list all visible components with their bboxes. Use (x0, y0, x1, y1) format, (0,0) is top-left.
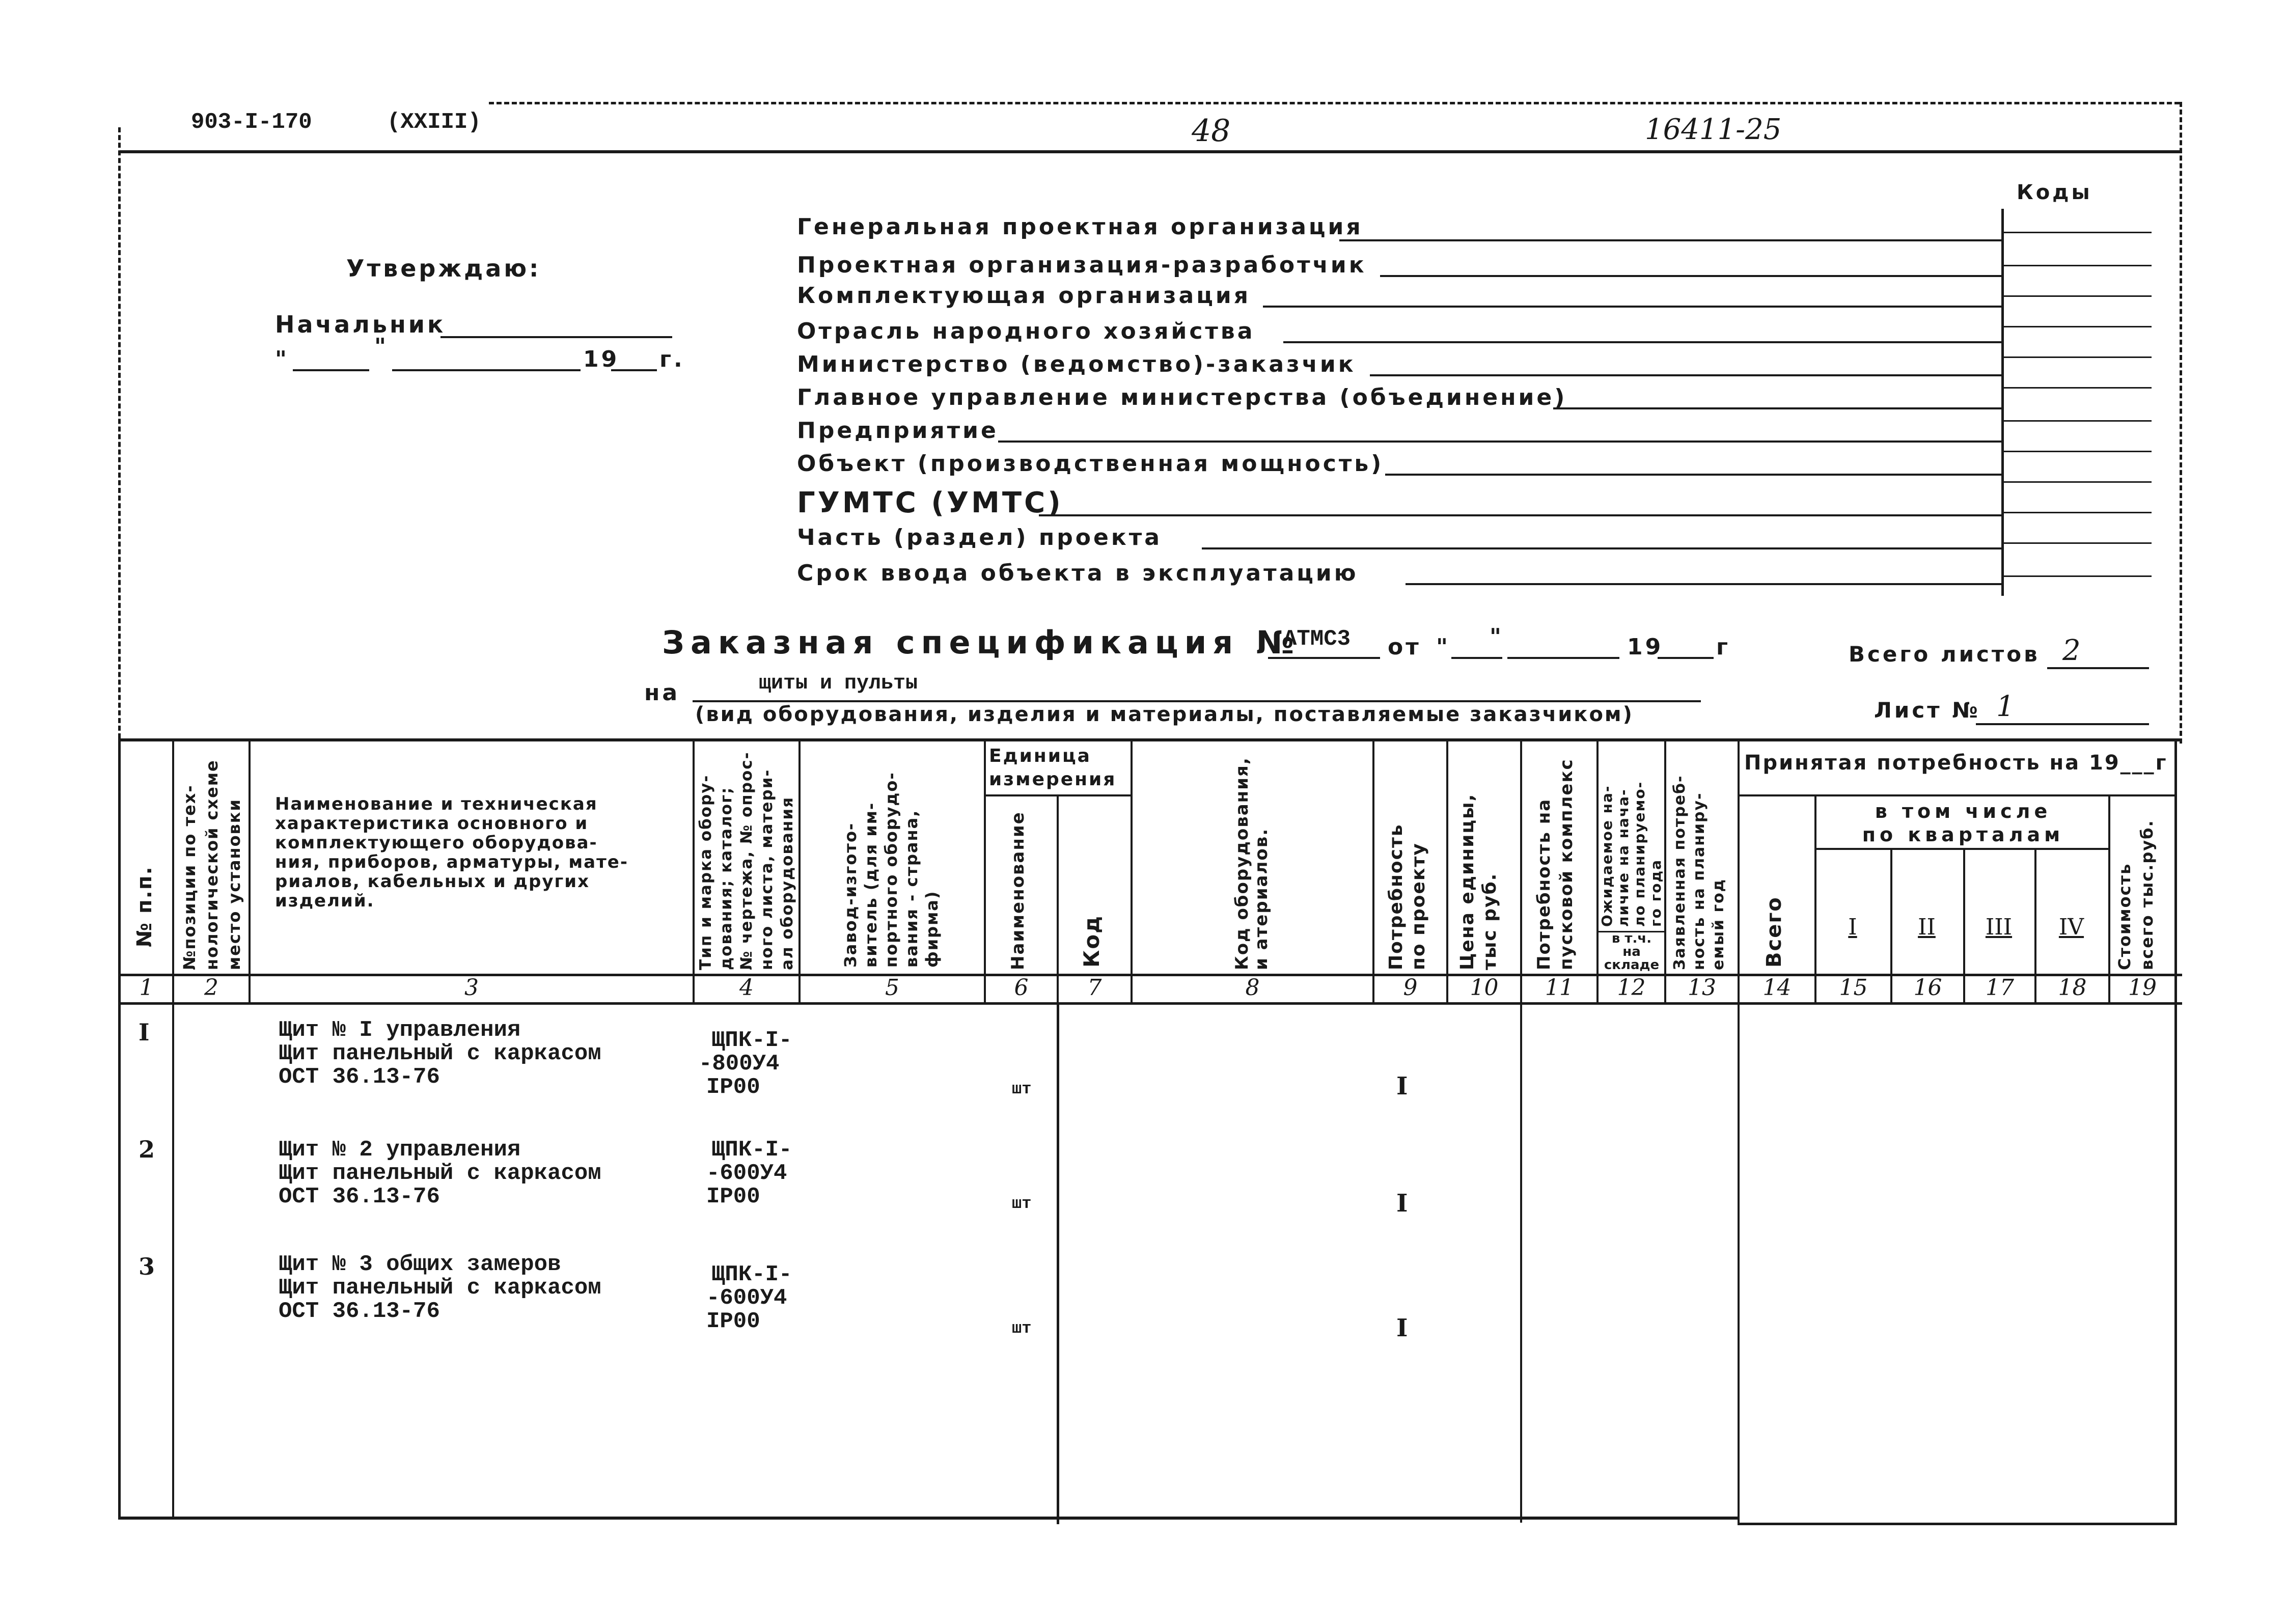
org-field-general: Генеральная проектная организация (797, 214, 1363, 240)
spec-month-line (1507, 657, 1619, 659)
column-number: 13 (1688, 975, 1716, 1001)
table-top-border (118, 738, 2182, 741)
column-divider (1372, 738, 1374, 1005)
spec-day-line (1451, 657, 1502, 659)
spec-subject: щиты и пульты (759, 672, 918, 695)
org-field-enterprise: Предприятие (797, 418, 999, 444)
item-type-line: ЩПК-I- (711, 1028, 792, 1053)
header-in-stock: в т.ч. на складе (1604, 931, 1660, 973)
unit-group-divider (984, 794, 1133, 796)
item-type-line: IР00 (706, 1075, 760, 1100)
org-field-gumts: ГУМТС (УМТС) (797, 486, 1063, 519)
item-name-line: Щит панельный с каркасом (279, 1041, 601, 1066)
sheet-value: 1 (1996, 690, 2015, 723)
item-type-line: IР00 (706, 1309, 760, 1334)
org-field-industry: Отрасль народного хозяйства (797, 318, 1255, 344)
header-launch-need: Потребность на пусковой комплекс (1534, 758, 1577, 970)
column-number: 2 (204, 975, 218, 1001)
column-divider (2108, 794, 2110, 1005)
row-number: 2 (139, 1136, 155, 1163)
column-divider (1446, 738, 1448, 1005)
codes-row-line (2004, 542, 2152, 544)
table-bottom-border-right (1738, 1523, 2175, 1525)
column-number: 7 (1087, 975, 1102, 1001)
row-number: 3 (139, 1253, 155, 1280)
spec-from-label: от (1388, 634, 1421, 660)
org-field-supplier: Комплектующая организация (797, 283, 1251, 309)
column-divider (693, 738, 695, 1005)
item-name-line: Щит № 3 общих замеров (279, 1252, 561, 1277)
approval-title: Утверждаю: (346, 255, 541, 282)
org-field-line (1339, 239, 2001, 241)
spec-subject-note: (вид оборудования, изделия и материалы, поставляемые заказчиком) (695, 703, 1634, 726)
org-field-line (1283, 341, 2001, 343)
header-rule (120, 150, 2182, 153)
org-field-line (1039, 514, 2001, 516)
item-name-line: ОСТ 36.13-76 (279, 1184, 440, 1209)
spec-number-line (1268, 657, 1380, 659)
codes-row-line (2004, 481, 2152, 483)
item-quantity: I (1396, 1314, 1408, 1342)
approval-position-line (440, 336, 672, 338)
spec-quote-open: " (1436, 634, 1450, 660)
quarter-group-divider (1814, 848, 2110, 850)
header-quarter-group: в том числе по кварталам (1862, 800, 2064, 846)
item-unit: шт (1012, 1319, 1032, 1338)
item-name-line: Щит панельный с каркасом (279, 1161, 601, 1186)
org-field-ministry: Министерство (ведомство)-заказчик (797, 351, 1356, 377)
column-divider (798, 738, 801, 1005)
column-number: 12 (1617, 975, 1646, 1001)
item-type-line: IР00 (706, 1184, 760, 1209)
org-field-line (1385, 474, 2001, 476)
org-field-developer: Проектная организация-разработчик (797, 252, 1367, 278)
header-name: Наименование и техническая характеристика основного и комплектующего оборудова- ния, приборов, арматуры, мате- риалов, кабельных и других изделий. (275, 794, 628, 911)
codes-column-border (2001, 209, 2004, 596)
approval-quote-close: " (374, 334, 389, 360)
column-number: 8 (1245, 975, 1260, 1001)
header-accepted-group: Принятая потребность на 19___г (1744, 751, 2168, 775)
org-field-line (1202, 547, 2001, 549)
approval-year-line (611, 369, 657, 371)
codes-row-line (2004, 420, 2152, 422)
item-type-line: -800У4 (699, 1051, 780, 1077)
header-unit-name: Наименование (1008, 811, 1028, 970)
approval-month-line (392, 369, 581, 371)
column-divider (1738, 738, 1740, 1525)
approval-position: Начальник (275, 311, 446, 338)
item-unit: шт (1012, 1080, 1032, 1098)
codes-row-line (2004, 326, 2152, 327)
item-type-line: ЩПК-I- (711, 1137, 792, 1163)
header-q3: III (1985, 914, 2013, 940)
codes-row-line (2004, 575, 2152, 577)
item-type-line: -600У4 (706, 1285, 787, 1311)
approval-day-line (293, 369, 369, 371)
item-name-line: Щит № I управления (279, 1017, 521, 1043)
codes-row-line (2004, 387, 2152, 389)
column-number-row-bottom (118, 1002, 2182, 1005)
column-number: 18 (2058, 975, 2087, 1001)
table-row (121, 1013, 2173, 1131)
header-material-code: Код оборудования, и атериалов. (1232, 757, 1272, 970)
item-name-line: ОСТ 36.13-76 (279, 1064, 440, 1090)
item-type-line: ЩПК-I- (711, 1262, 792, 1287)
accepted-group-divider (1738, 794, 2175, 796)
org-field-commissioning: Срок ввода объекта в эксплуатацию (797, 560, 1359, 586)
item-quantity: I (1396, 1072, 1408, 1100)
column-number: 1 (139, 975, 154, 1001)
column-divider (172, 738, 174, 1005)
header-row-number: № п.п. (133, 866, 156, 947)
org-field-object: Объект (производственная мощность) (797, 451, 1384, 477)
codes-row-line (2004, 512, 2152, 513)
header-q1: I (1848, 914, 1857, 940)
codes-row-line (2004, 451, 2152, 452)
column-divider (249, 738, 251, 1005)
column-number: 19 (2128, 975, 2157, 1001)
header-unit-code: Код (1079, 915, 1104, 968)
item-name-line: Щит панельный с каркасом (279, 1275, 601, 1301)
total-sheets-line (2047, 667, 2149, 669)
table-bottom-border (118, 1517, 1738, 1520)
org-field-line (1380, 275, 2001, 277)
header-position: №позиции по тех- нологической схеме место установки (180, 759, 244, 970)
spec-subject-line (693, 700, 1701, 702)
column-divider (1131, 738, 1133, 1005)
item-name-line: Щит № 2 управления (279, 1137, 521, 1163)
column-number: 3 (464, 975, 479, 1001)
row-number: I (139, 1019, 150, 1046)
column-number: 16 (1913, 975, 1942, 1001)
column-divider (1664, 738, 1666, 1005)
spec-year-suffix: г (1716, 634, 1730, 660)
doc-code: 903-I-170 (191, 109, 312, 135)
spec-quote-close: " (1490, 624, 1504, 650)
header-unit-group: Единица измерения (989, 746, 1117, 790)
header-total: Всего (1762, 896, 1786, 968)
codes-row-line (2004, 265, 2152, 266)
approval-year-suffix: г. (659, 346, 685, 372)
right-dashed-border (2180, 102, 2182, 744)
table-row (121, 1253, 2173, 1370)
org-field-project-part: Часть (раздел) проекта (797, 525, 1162, 550)
column-number: 6 (1014, 975, 1029, 1001)
spec-year: 19 (1627, 634, 1664, 660)
approval-year: 19 (583, 346, 620, 372)
column-number: 15 (1839, 975, 1868, 1001)
total-sheets-label: Всего листов (1849, 642, 2040, 667)
header-q2: II (1918, 914, 1936, 940)
item-unit: шт (1012, 1194, 1032, 1213)
header-q4: IV (2058, 914, 2084, 940)
top-dashed-border (489, 102, 2180, 104)
org-field-line (1370, 374, 2001, 376)
item-quantity: I (1396, 1189, 1408, 1218)
header-expected-stock: Ожидаемое на- личие на нача- ло планируемо- го года (1599, 781, 1664, 927)
column-number: 4 (739, 975, 754, 1001)
header-type: Тип и марка обору- дования; каталог; № чертежа, № опрос- ного листа, матери- ал оборудования (697, 751, 796, 970)
sheet-label: Лист № (1874, 698, 1980, 723)
column-number: 17 (1986, 975, 2014, 1001)
item-type-line: -600У4 (706, 1161, 787, 1186)
table-row (121, 1133, 2173, 1250)
org-field-line (1553, 407, 2001, 409)
left-dashed-border (118, 127, 121, 738)
org-field-line (1263, 306, 2001, 308)
column-divider (1814, 794, 1816, 1005)
org-field-line (998, 441, 2001, 443)
item-name-line: ОСТ 36.13-76 (279, 1299, 440, 1324)
header-cost: Стоимость всего тыс.руб. (2115, 819, 2157, 970)
org-field-line (1406, 583, 2001, 585)
header-project-need: Потребность по проекту (1386, 823, 1429, 970)
column-divider (984, 738, 986, 1005)
spec-title: Заказная спецификация № (662, 624, 1301, 661)
approval-quote-open: " (275, 346, 289, 372)
header-manufacturer: Завод-изгото- витель (для им- портного оборудо- вания - страна, фирма) (841, 772, 942, 968)
codes-row-line (2004, 295, 2152, 297)
header-planned-need: Заявленная потреб- ность на планиру- емый год (1671, 775, 1727, 970)
spec-na-label: на (644, 680, 680, 706)
column-number: 11 (1545, 975, 1574, 1001)
volume-code: (XXIII) (387, 109, 481, 135)
column-number: 5 (885, 975, 899, 1001)
page-number: 48 (1192, 113, 1231, 149)
column-number: 9 (1403, 975, 1418, 1001)
table-right-border (2174, 738, 2177, 1525)
column-number: 14 (1762, 975, 1792, 1001)
codes-row-line (2004, 232, 2152, 233)
column-divider (1520, 738, 1522, 1523)
sheet-line (1976, 723, 2149, 725)
codes-row-line (2004, 356, 2152, 358)
codes-label: Коды (2017, 181, 2092, 204)
archive-number: 16411-25 (1645, 113, 1782, 146)
total-sheets-value: 2 (2062, 634, 2081, 667)
spec-year-line (1658, 657, 1714, 659)
spec-number: АТМС3 (1283, 626, 1351, 652)
org-field-main-directorate: Главное управление министерства (объединение) (797, 384, 1567, 410)
column-number: 10 (1470, 975, 1499, 1001)
header-unit-price: Цена единицы, тыс руб. (1457, 793, 1500, 970)
